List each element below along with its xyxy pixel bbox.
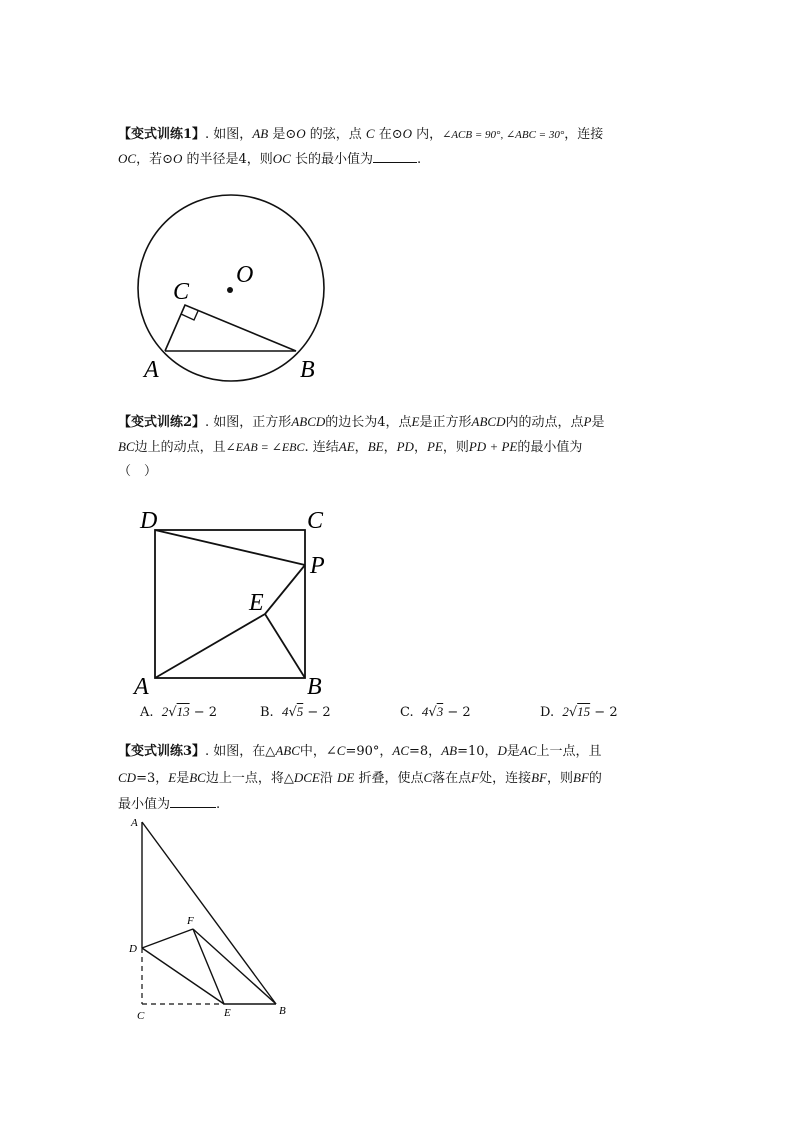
choice-b: B. 4√5 − 2 — [260, 704, 331, 720]
label-d: D — [129, 943, 137, 955]
label-a: A — [131, 817, 138, 829]
sqrt-sign: √ — [288, 705, 297, 720]
problem-3-header: 【变式训练3】 — [118, 744, 206, 759]
choice-c: C. 4√3 − 2 — [400, 704, 471, 720]
problem-2-text: 【变式训练2】. 如图，正方形ABCD的边长为4，点E是正方形ABCD内的动点，点P是 BC边上的动点，且∠EAB = ∠EBC. 连结AE，BE，PD，PE，则PD + PE的最小值为 （ ） — [118, 414, 605, 479]
problem-1-header: 【变式训练1】 — [118, 127, 206, 142]
angle-condition: ∠ACB = 90°, ∠ABC = 30° — [442, 129, 565, 141]
label-b: B — [300, 357, 315, 383]
sqrt-sign: √ — [168, 705, 177, 720]
label-p: P — [310, 553, 325, 579]
label-d: D — [140, 508, 158, 534]
sqrt-sign: √ — [428, 705, 437, 720]
label-o: O — [236, 262, 254, 288]
label-f: F — [187, 915, 194, 927]
sqrt-sign: √ — [568, 705, 578, 720]
problem-3-text: 【变式训练3】. 如图，在△ABC中，∠C=90°，AC=8，AB=10，D是AC上一点，且 CD=3，E是BC边上一点，将△DCE沿 DE 折叠，使点C落在点F处，连接BF，则BF的 最小值为 . — [118, 743, 602, 812]
label-a: A — [144, 357, 159, 383]
label-b: B — [307, 674, 322, 700]
segment-df — [142, 929, 193, 948]
segment-ab — [142, 822, 276, 1004]
label-e: E — [249, 590, 264, 616]
choice-d: D. 2√15 − 2 — [540, 704, 618, 720]
segment-fb — [193, 929, 276, 1004]
problem-1-text: 【变式训练1】. 如图，AB 是⊙O 的弦，点 C 在⊙O 内，∠ACB = 90°, ∠ABC = 30°，连接 OC，若⊙O 的半径是4，则OC 长的最小值为 . — [118, 126, 604, 167]
label-c: C — [137, 1010, 145, 1022]
label-a: A — [134, 674, 149, 700]
label-c: C — [173, 279, 190, 305]
choice-a: A. 2√13 − 2 — [140, 704, 218, 720]
problem-2-header: 【变式训练2】 — [118, 415, 206, 430]
answer-parentheses: （ ） — [118, 464, 158, 479]
label-c: C — [307, 508, 324, 534]
label-b: B — [279, 1005, 286, 1017]
label-e: E — [224, 1007, 231, 1019]
